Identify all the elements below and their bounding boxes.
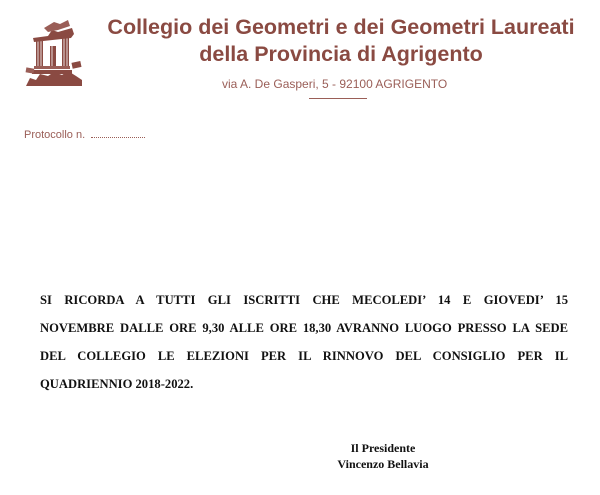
notice-line: NOVEMBRE DALLE ORE 9,30 ALLE ORE 18,30 AVRANNO LUOGO PRESSO LA SEDE	[40, 321, 568, 335]
protocol-label: Protocollo n.	[24, 129, 86, 141]
protocol-number	[24, 129, 145, 141]
notice-line: DEL COLLEGIO LE ELEZIONI PER IL RINNOVO DEL CONSIGLIO PER IL	[40, 349, 568, 363]
organization-name	[96, 14, 586, 68]
signature-name: Vincenzo Bellavia	[337, 457, 429, 471]
organization-address: via A. De Gasperi, 5 - 92100 AGRIGENTO	[222, 77, 448, 91]
protocol-blank-line	[91, 137, 145, 138]
notice-line: SI RICORDA A TUTTI GLI ISCRITTI CHE MECOLEDI’ 14 E GIOVEDI’ 15	[40, 293, 568, 307]
notice-line: QUADRIENNIO 2018-2022.	[40, 377, 194, 391]
organization-name-line-2: della Provincia di Agrigento	[199, 42, 483, 66]
notice-body	[40, 286, 568, 398]
temple-ruins-logo-icon	[24, 16, 84, 88]
signature-title: Il Presidente	[350, 441, 416, 455]
signature-block	[328, 440, 438, 472]
address-divider	[309, 98, 367, 99]
organization-name-line-1: Collegio dei Geometri e dei Geometri Laureati	[107, 15, 575, 39]
